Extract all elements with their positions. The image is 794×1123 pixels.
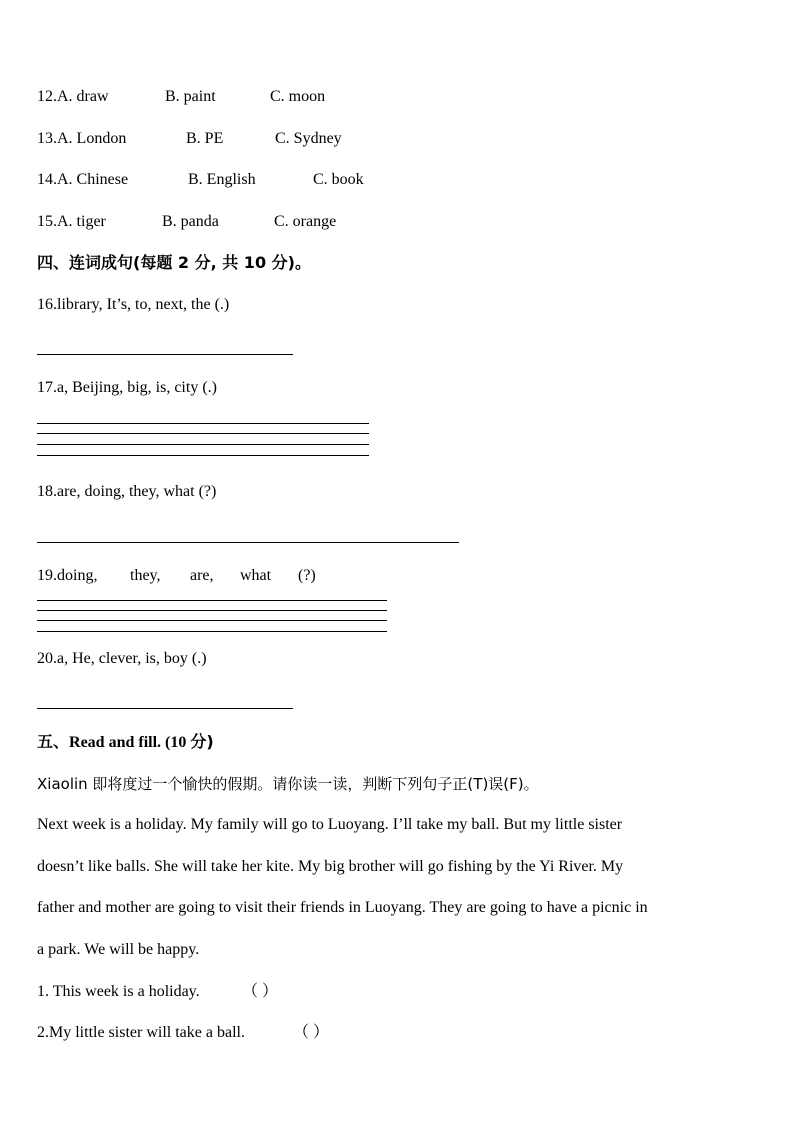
answer-line-17d[interactable] (37, 455, 369, 456)
question-18: 18.are, doing, they, what (?) (37, 483, 217, 500)
choice-15-b: B. panda (162, 213, 219, 230)
tf-item-1-answer-blank[interactable]: （ ） (242, 983, 279, 1000)
choice-14-c: C. book (313, 171, 364, 188)
answer-line-20[interactable] (37, 708, 293, 709)
answer-line-19d[interactable] (37, 631, 387, 632)
choice-13-a: 13.A. London (37, 130, 127, 147)
q19-word-3: are, (190, 567, 214, 584)
answer-line-17b[interactable] (37, 433, 369, 434)
q19-word-5: (?) (298, 567, 316, 584)
q19-word-4: what (240, 567, 272, 584)
passage-line-1: Next week is a holiday. My family will go to Luoyang. I’ll take my ball. But my little sister (37, 816, 623, 833)
choice-13-b: B. PE (186, 130, 224, 147)
choice-14-b: B. English (188, 171, 256, 188)
passage-line-3: father and mother are going to visit their friends in Luoyang. They are going to have a picnic in (37, 899, 648, 916)
choice-14-a: 14.A. Chinese (37, 171, 129, 188)
choice-row-13 (37, 129, 342, 149)
choice-12-a: 12.A. draw (37, 88, 109, 105)
question-20: 20.a, He, clever, is, boy (.) (37, 650, 207, 667)
choice-12-c: C. moon (270, 88, 326, 105)
choice-13-c: C. Sydney (275, 130, 342, 147)
passage-line-4: a park. We will be happy. (37, 941, 200, 958)
answer-line-19c[interactable] (37, 620, 387, 621)
answer-line-16[interactable] (37, 354, 293, 355)
answer-line-18[interactable] (37, 542, 459, 543)
choice-15-a: 15.A. tiger (37, 213, 106, 230)
answer-line-19b[interactable] (37, 610, 387, 611)
choice-row-15 (37, 212, 336, 232)
q19-word-1: 19.doing, (37, 567, 98, 584)
choice-12-b: B. paint (165, 88, 216, 105)
tf-item-2-answer-blank[interactable]: （ ） (293, 1024, 330, 1041)
tf-item-1-text: 1. This week is a holiday. (37, 983, 200, 1000)
choice-row-12 (37, 87, 325, 107)
tf-item-2 (37, 1023, 329, 1043)
passage-line-2: doesn’t like balls. She will take her kite. My big brother will go fishing by the Yi River. My (37, 858, 624, 875)
q19-word-2: they, (130, 567, 161, 584)
choice-15-c: C. orange (274, 213, 337, 230)
choice-row-14 (37, 170, 364, 190)
answer-line-19a[interactable] (37, 600, 387, 601)
answer-line-17c[interactable] (37, 444, 369, 445)
tf-item-2-text: 2.My little sister will take a ball. (37, 1024, 245, 1041)
section-5-heading: 五、Read and fill. (10 分) (37, 732, 214, 751)
section-5-instruction: Xiaolin 即将度过一个愉快的假期。请你读一读，判断下列句子正(T)误(F)。 (37, 775, 539, 793)
tf-item-1 (37, 982, 278, 1002)
answer-line-17a[interactable] (37, 423, 369, 424)
section-4-heading: 四、连词成句(每题 2 分, 共 10 分)。 (37, 253, 311, 272)
question-19 (37, 566, 316, 586)
question-17: 17.a, Beijing, big, is, city (.) (37, 379, 217, 396)
question-16: 16.library, It’s, to, next, the (.) (37, 296, 230, 313)
